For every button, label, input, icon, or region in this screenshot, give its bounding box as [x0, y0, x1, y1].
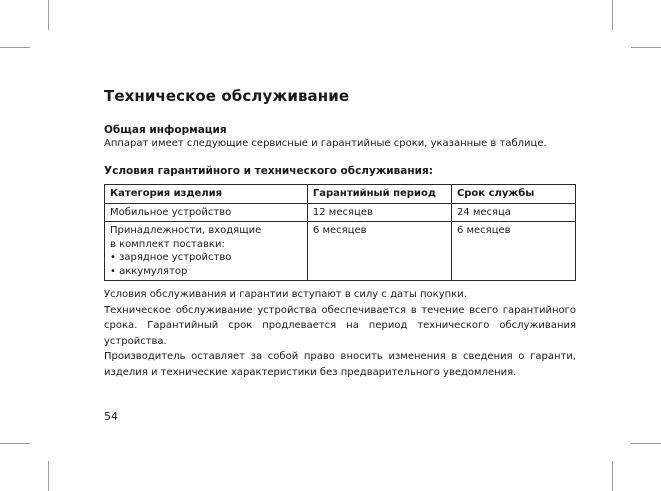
table-row: [105, 222, 576, 281]
crop-mark-bottom-right: [612, 461, 613, 491]
cell-category: [105, 222, 308, 281]
category-line: Принадлежности, входящие: [110, 225, 262, 236]
page-title: Техническое обслуживание: [104, 87, 350, 105]
page-number: 54: [104, 410, 118, 423]
body-text: [104, 287, 576, 380]
conditions-heading: Условия гарантийного и технического обслуживания:: [104, 165, 433, 177]
crop-mark-bottom-left: [48, 461, 49, 491]
service-table: [104, 184, 576, 281]
header-service-life: Срок службы: [451, 185, 575, 204]
general-info-heading: Общая информация: [104, 124, 227, 136]
table-header-row: [105, 185, 576, 204]
cell-warranty: 6 месяцев: [307, 222, 451, 281]
cell-service-life: 6 месяцев: [451, 222, 575, 281]
crop-mark-left-bottom: [0, 443, 30, 444]
table-row: [105, 203, 576, 222]
paragraph: Производитель оставляет за собой право вносить изменения в сведения о гаранти, изделия и технические характеристики без предварительного уведомления.: [104, 351, 576, 378]
crop-mark-top-left: [48, 0, 49, 30]
cell-warranty: 12 месяцев: [307, 203, 451, 222]
cell-service-life: 24 месяца: [451, 203, 575, 222]
paragraph: Техническое обслуживание устройства обеспечивается в течение всего гарантийного срока. Гарантийный срок продлевается на период технического обслуживания устройства.: [104, 304, 576, 347]
crop-mark-right-top: [631, 47, 661, 48]
header-warranty: Гарантийный период: [307, 185, 451, 204]
crop-mark-top-right: [612, 0, 613, 30]
crop-mark-left-top: [0, 47, 30, 48]
page-content: [104, 86, 576, 380]
crop-mark-right-bottom: [631, 443, 661, 444]
header-category: Категория изделия: [105, 185, 308, 204]
paragraph: Условия обслуживания и гарантии вступают в силу с даты покупки.: [104, 289, 467, 300]
category-line: • зарядное устройство: [110, 252, 232, 263]
general-info-text: Аппарат имеет следующие сервисные и гарантийные сроки, указанные в таблице.: [104, 138, 547, 149]
category-line: в комплект поставки:: [110, 238, 225, 250]
cell-category: Мобильное устройство: [105, 203, 308, 222]
category-line: • аккумулятор: [110, 265, 188, 277]
